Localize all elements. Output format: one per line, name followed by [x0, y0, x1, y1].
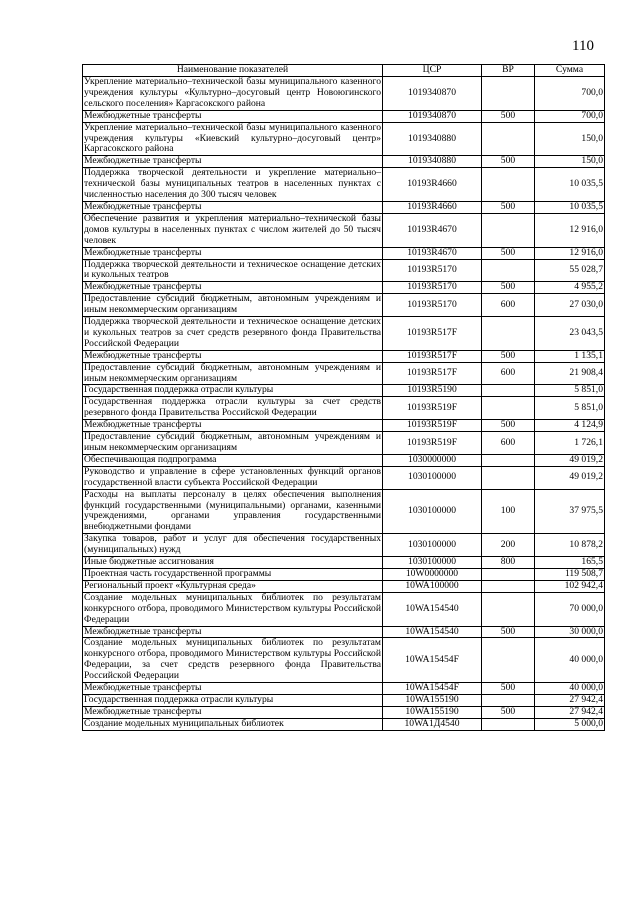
row-name-cell: Межбюджетные трансферты: [83, 247, 383, 259]
row-vr-cell: 500: [482, 247, 535, 259]
table-row: [83, 259, 605, 282]
row-vr-cell: 500: [482, 626, 535, 638]
row-sum-cell: 12 916,0: [535, 247, 605, 259]
row-sum-cell: 5 000,0: [535, 718, 605, 730]
table-row: [83, 420, 605, 432]
row-vr-cell: [482, 213, 535, 247]
row-name-cell: Региональный проект «Культурная среда»: [83, 580, 383, 592]
table-row: [83, 626, 605, 638]
row-sum-cell: 4 124,9: [535, 420, 605, 432]
row-name-cell: Расходы на выплаты персоналу в целях обеспечения выполнения функций государственными (муниципальными) органами, казенными учреждениями, органами управления государственными внебюджетными фондами: [84, 488, 381, 533]
row-csr-cell: 10193R519F: [383, 432, 482, 455]
table-row: [83, 294, 605, 317]
row-vr-cell: [482, 317, 535, 351]
table-row: [83, 432, 605, 455]
row-name-cell: Закупка товаров, работ и услуг для обеспечения государственных (муниципальных) нужд: [84, 533, 381, 556]
row-name-cell: Создание модельных муниципальных библиотек по результатам конкурсного отбора, проводимого Министерством культуры Российской Федерации: [84, 591, 381, 625]
header-sum: Сумма: [535, 65, 605, 77]
row-vr-cell: [482, 580, 535, 592]
row-csr-cell: 10WA155190: [383, 694, 482, 706]
table-row: [83, 489, 605, 534]
table-row: [83, 454, 605, 466]
row-csr-cell: 10W0000000: [383, 568, 482, 580]
row-csr-cell: 10193R517F: [383, 350, 482, 362]
row-csr-cell: 10WA154540: [383, 626, 482, 638]
row-name-cell: Межбюджетные трансферты: [83, 282, 383, 294]
row-vr-cell: [482, 718, 535, 730]
row-sum-cell: 4 955,2: [535, 282, 605, 294]
header-name: Наименование показателей: [83, 65, 383, 77]
row-csr-cell: 10193R5170: [383, 282, 482, 294]
row-csr-cell: 10193R517F: [383, 317, 482, 351]
row-name-cell: Государственная поддержка отрасли культуры: [83, 694, 383, 706]
table-row: [83, 683, 605, 695]
row-vr-cell: [482, 466, 535, 489]
table-row: [83, 718, 605, 730]
table-row: [83, 282, 605, 294]
row-sum-cell: 40 000,0: [535, 683, 605, 695]
row-csr-cell: 10WA100000: [383, 580, 482, 592]
row-csr-cell: 1019340880: [383, 156, 482, 168]
row-vr-cell: 500: [482, 201, 535, 213]
table-row: [83, 110, 605, 122]
row-vr-cell: [482, 77, 535, 111]
table-row: [83, 580, 605, 592]
row-name-cell: Межбюджетные трансферты: [83, 420, 383, 432]
table-row: [83, 397, 605, 420]
row-sum-cell: 27 942,4: [535, 706, 605, 718]
row-name-cell: Укрепление материально–технической базы муниципального казенного учреждения культуры «Киевский культурно–досуговый центр» Каргасокского района: [84, 121, 381, 155]
row-sum-cell: 150,0: [535, 156, 605, 168]
row-csr-cell: 1030100000: [383, 557, 482, 569]
table-row: [83, 385, 605, 397]
row-csr-cell: 1019340870: [383, 77, 482, 111]
row-name-cell: Предоставление субсидий бюджетным, автономным учреждениям и иным некоммерческим организациям: [84, 431, 381, 453]
row-sum-cell: 23 043,5: [535, 317, 605, 351]
row-sum-cell: 40 000,0: [535, 638, 605, 683]
row-sum-cell: 5 851,0: [535, 397, 605, 420]
row-name-cell: Поддержка творческой деятельности и техническое оснащение детских и кукольных театров: [84, 258, 381, 281]
row-vr-cell: [482, 397, 535, 420]
row-vr-cell: [482, 568, 535, 580]
row-name-cell: Поддержка творческой деятельности и техническое оснащение детских и кукольных театров за счет средств резервного фонда Правительства Российской Федерации: [84, 316, 381, 349]
table-row: [83, 201, 605, 213]
table-row: [83, 557, 605, 569]
row-sum-cell: 102 942,4: [535, 580, 605, 592]
row-sum-cell: 49 019,2: [535, 454, 605, 466]
row-csr-cell: 10WA1Д4540: [383, 718, 482, 730]
row-name-cell: Создание модельных муниципальных библиотек по результатам конкурсного отбора, проводимого Министерством культуры Российской Федерации, за счет средств резервного фонда Правительства Российской Федерации: [84, 637, 381, 682]
row-vr-cell: [482, 385, 535, 397]
row-csr-cell: 10WA155190: [383, 706, 482, 718]
row-name-cell: Межбюджетные трансферты: [83, 110, 383, 122]
table-row: [83, 350, 605, 362]
row-name-cell: Межбюджетные трансферты: [83, 626, 383, 638]
row-csr-cell: 10193R4660: [383, 168, 482, 202]
table-row: [83, 317, 605, 351]
row-name-cell: Государственная поддержка отрасли культуры за счет средств резервного фонда Правительства Российской Федерации: [84, 396, 381, 419]
row-vr-cell: [482, 168, 535, 202]
row-name-cell: Иные бюджетные ассигнования: [83, 557, 383, 569]
row-vr-cell: 600: [482, 432, 535, 455]
row-name-cell: Межбюджетные трансферты: [83, 683, 383, 695]
row-name-cell: Поддержка творческой деятельности и укрепление материально–технической базы муниципальных театров в населенных пунктах с численностью населения до 300 тысяч человек: [84, 167, 381, 201]
table-row: [83, 534, 605, 557]
row-csr-cell: 10193R4670: [383, 213, 482, 247]
row-name-cell: Предоставление субсидий бюджетным, автономным учреждениям и иным некоммерческим организациям: [84, 361, 381, 384]
row-csr-cell: 10193R519F: [383, 397, 482, 420]
row-name-cell: Обеспечение развития и укрепления материально–технической базы домов культуры в населенных пунктах с числом жителей до 50 тысяч человек: [84, 212, 381, 246]
row-vr-cell: 500: [482, 350, 535, 362]
row-csr-cell: 10WA15454F: [383, 683, 482, 695]
row-vr-cell: 100: [482, 489, 535, 534]
table-row: [83, 168, 605, 202]
row-name-cell: Укрепление материально–технической базы муниципального казенного учреждения культуры «Культурно–досуговый центр Новоюгинского сельского поселения» Каргасокского района: [84, 76, 381, 109]
row-name-cell: Межбюджетные трансферты: [83, 706, 383, 718]
row-csr-cell: 1030100000: [383, 489, 482, 534]
row-sum-cell: 119 508,7: [535, 568, 605, 580]
row-name-cell: Создание модельных муниципальных библиотек: [83, 718, 383, 730]
row-name-cell: Межбюджетные трансферты: [83, 201, 383, 213]
table-row: [83, 213, 605, 247]
row-vr-cell: 800: [482, 557, 535, 569]
table-header-row: [83, 65, 605, 77]
row-sum-cell: 10 035,5: [535, 201, 605, 213]
row-csr-cell: 1030100000: [383, 534, 482, 557]
table-row: [83, 247, 605, 259]
row-name-cell: Межбюджетные трансферты: [83, 350, 383, 362]
row-sum-cell: 165,5: [535, 557, 605, 569]
row-csr-cell: 10WA15454F: [383, 638, 482, 683]
row-vr-cell: [482, 454, 535, 466]
row-vr-cell: [482, 694, 535, 706]
row-name-cell: Обеспечивающая подпрограмма: [83, 454, 383, 466]
row-sum-cell: 700,0: [535, 77, 605, 111]
row-csr-cell: 10193R517F: [383, 362, 482, 385]
row-sum-cell: 10 035,5: [535, 168, 605, 202]
row-vr-cell: 500: [482, 156, 535, 168]
row-vr-cell: [482, 122, 535, 156]
row-csr-cell: 10193R519F: [383, 420, 482, 432]
table-row: [83, 592, 605, 626]
row-sum-cell: 1 135,1: [535, 350, 605, 362]
row-csr-cell: 10WA154540: [383, 592, 482, 626]
table-row: [83, 156, 605, 168]
row-vr-cell: [482, 259, 535, 282]
row-sum-cell: 10 878,2: [535, 534, 605, 557]
row-sum-cell: 49 019,2: [535, 466, 605, 489]
table-row: [83, 638, 605, 683]
row-name-cell: Проектная часть государственной программы: [83, 568, 383, 580]
budget-table: [82, 64, 605, 731]
header-vr: ВР: [482, 65, 535, 77]
row-name-cell: Межбюджетные трансферты: [83, 156, 383, 168]
row-csr-cell: 10193R4660: [383, 201, 482, 213]
row-sum-cell: 27 030,0: [535, 294, 605, 317]
row-sum-cell: 12 916,0: [535, 213, 605, 247]
row-vr-cell: 500: [482, 420, 535, 432]
row-sum-cell: 21 908,4: [535, 362, 605, 385]
row-vr-cell: 500: [482, 282, 535, 294]
row-vr-cell: 600: [482, 362, 535, 385]
row-sum-cell: 70 000,0: [535, 592, 605, 626]
row-name-cell: Руководство и управление в сфере установленных функций органов государственной власти субъекта Российской Федерации: [84, 465, 381, 488]
row-csr-cell: 10193R4670: [383, 247, 482, 259]
row-csr-cell: 10193R5190: [383, 385, 482, 397]
table-row: [83, 77, 605, 111]
table-body: [83, 77, 605, 731]
row-sum-cell: 30 000,0: [535, 626, 605, 638]
row-name-cell: Предоставление субсидий бюджетным, автономным учреждениям и иным некоммерческим организациям: [84, 293, 381, 316]
row-csr-cell: 1019340880: [383, 122, 482, 156]
row-sum-cell: 55 028,7: [535, 259, 605, 282]
table-row: [83, 568, 605, 580]
page-number: 110: [572, 38, 594, 54]
row-name-cell: Государственная поддержка отрасли культуры: [83, 385, 383, 397]
row-vr-cell: 500: [482, 683, 535, 695]
row-vr-cell: 500: [482, 110, 535, 122]
row-csr-cell: 1030100000: [383, 466, 482, 489]
table-row: [83, 122, 605, 156]
row-vr-cell: 200: [482, 534, 535, 557]
row-sum-cell: 1 726,1: [535, 432, 605, 455]
row-csr-cell: 10193R5170: [383, 259, 482, 282]
header-csr: ЦСР: [383, 65, 482, 77]
row-csr-cell: 10193R5170: [383, 294, 482, 317]
row-vr-cell: 600: [482, 294, 535, 317]
table-row: [83, 466, 605, 489]
row-sum-cell: 700,0: [535, 110, 605, 122]
row-sum-cell: 37 975,5: [535, 489, 605, 534]
row-vr-cell: [482, 592, 535, 626]
table-row: [83, 694, 605, 706]
row-vr-cell: [482, 638, 535, 683]
row-sum-cell: 150,0: [535, 122, 605, 156]
row-csr-cell: 1019340870: [383, 110, 482, 122]
table-row: [83, 706, 605, 718]
row-vr-cell: 500: [482, 706, 535, 718]
row-sum-cell: 27 942,4: [535, 694, 605, 706]
row-csr-cell: 1030000000: [383, 454, 482, 466]
table-row: [83, 362, 605, 385]
row-sum-cell: 5 851,0: [535, 385, 605, 397]
